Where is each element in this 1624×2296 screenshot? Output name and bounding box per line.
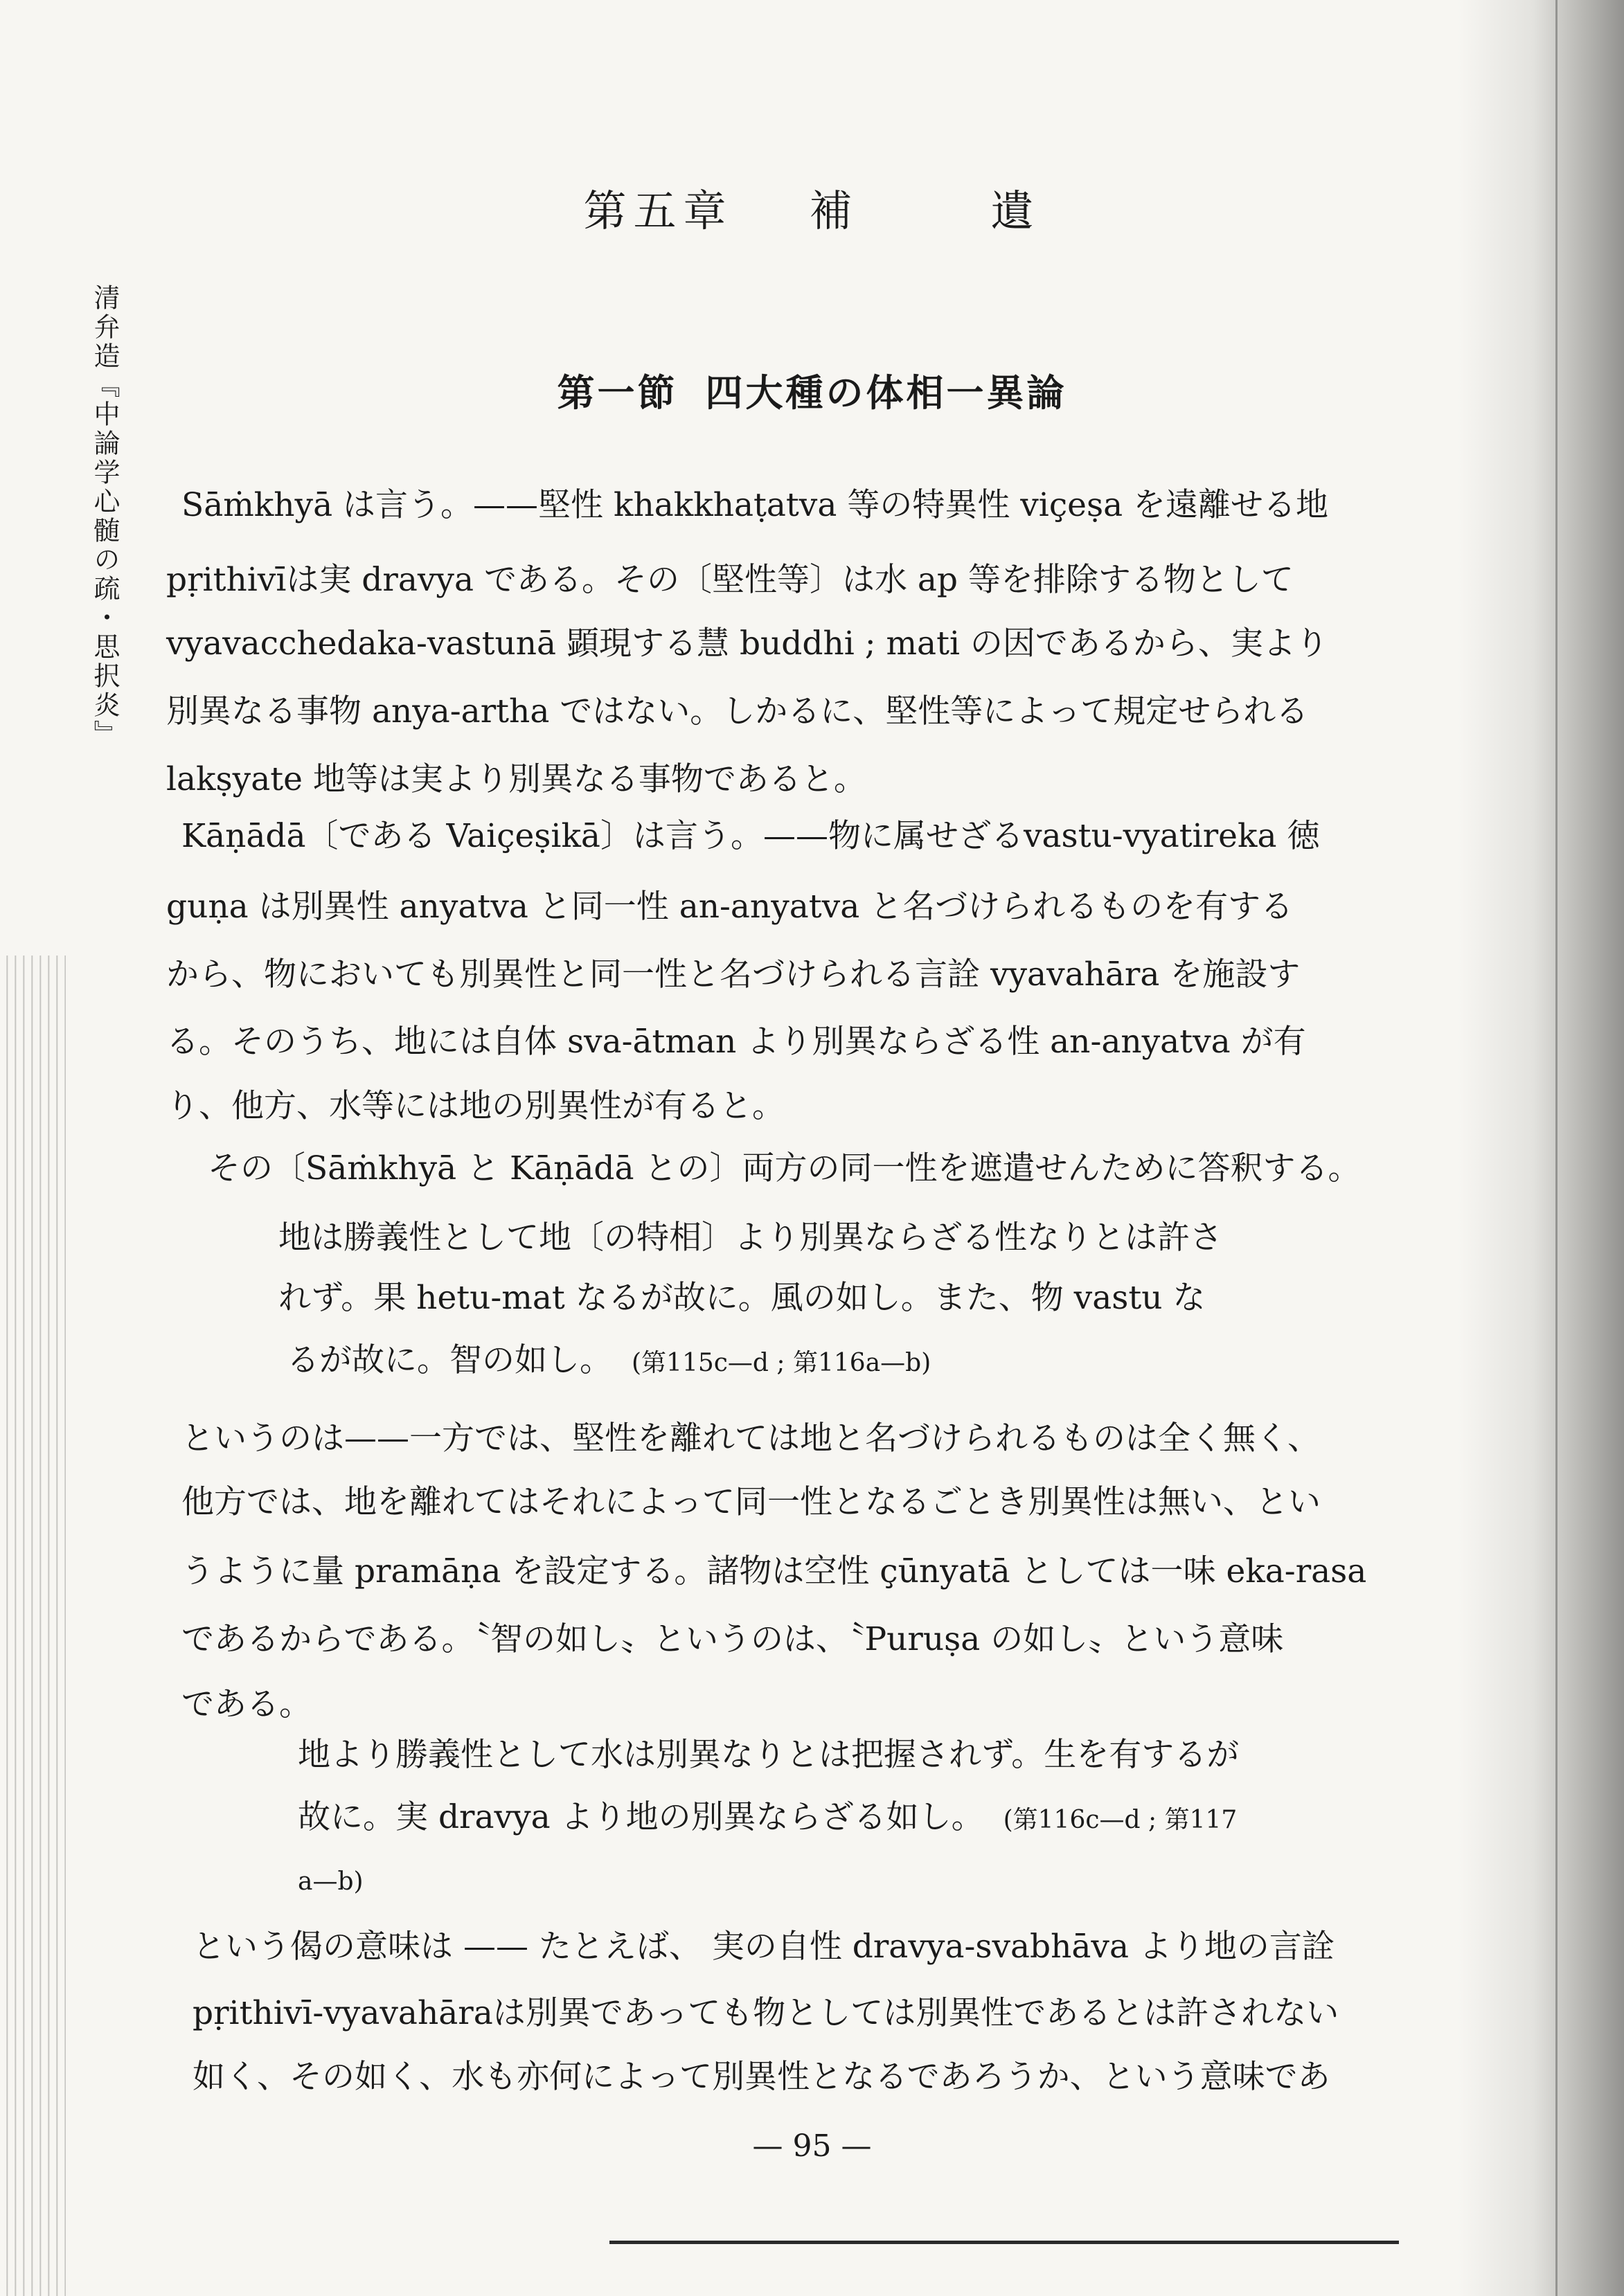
text-line: 別異なる事物 anya-artha ではない。しかるに、堅性等によって規定せられる — [166, 692, 1309, 730]
text-line: から、物においても別異性と同一性と名づけられる言詮 vyavahāra を施設す — [166, 956, 1301, 994]
verse-line: れず。果 hetu-mat なるが故に。風の如し。また、物 vastu な — [278, 1279, 1206, 1317]
text-line: うように量 pramāṇa を設定する。諸物は空性 çūnyatā としては一味 eka-rasa — [181, 1552, 1367, 1590]
page-edge — [1555, 0, 1558, 2296]
verse-line — [298, 1797, 1237, 1841]
text-line: である。 — [181, 1685, 312, 1723]
verse-line — [287, 1340, 931, 1384]
text-line: という偈の意味は —— たとえば、 実の自性 dravya-svabhāva より地の言詮 — [193, 1928, 1335, 1966]
page-number: — 95 — — [752, 2128, 872, 2164]
side-caption: 清弁造『中論学心髄の疏・思択炎』 — [89, 284, 120, 749]
chapter-title-char-2: 遺 — [990, 186, 1041, 236]
verse-reference: a—b) — [298, 1867, 364, 1896]
text-line: Kāṇādā〔である Vaiçeṣikā〕は言う。——物に属せざるvastu-vyatireka 徳 — [181, 817, 1320, 855]
verse-reference: (第115c—d ; 第116a—b) — [632, 1349, 931, 1377]
section-label: 第一節 — [557, 371, 678, 415]
text-line: guṇa は別異性 anyatva と同一性 an-anyatva と名づけられるものを有する — [166, 888, 1294, 926]
text-line: その〔Sāṁkhyā と Kāṇādā との〕両方の同一性を遮遣せんために答釈する。 — [208, 1149, 1361, 1187]
bottom-rule — [609, 2241, 1399, 2244]
text-line: pṛithivī-vyavahāraは別異であっても物としては別異性であるとは許されない — [193, 1994, 1339, 2032]
text-line: であるからである。〝智の如し〟というのは、〝Puruṣa の如し〟という意味 — [181, 1620, 1284, 1658]
text-line: り、他方、水等には地の別異性が有ると。 — [166, 1087, 785, 1125]
verse-line: 地より勝義性として水は別異なりとは把握されず。生を有するが — [298, 1736, 1240, 1774]
verse-text: 故に。実 dravya より地の別異ならざる如し。 — [298, 1798, 984, 1836]
verse-reference: (第116c—d ; 第117 — [1003, 1806, 1238, 1834]
text-line: Sāṁkhyā は言う。——堅性 khakkhaṭatva 等の特異性 viçeṣa を遠離せる地 — [181, 486, 1329, 524]
chapter-title-char-1: 補 — [809, 186, 859, 236]
page-shadow — [1458, 0, 1624, 2296]
binding-shadow — [0, 956, 66, 2296]
verse-line: 地は勝義性として地〔の特相〕より別異ならざる性なりとは許さ — [278, 1219, 1222, 1257]
text-line: pṛithivīは実 dravya である。その〔堅性等〕は水 ap 等を排除する物として — [166, 561, 1294, 599]
chapter-title — [0, 177, 1624, 238]
chapter-label: 第五章 — [583, 186, 733, 236]
section-title — [0, 364, 1624, 417]
text-line: 他方では、地を離れてはそれによって同一性となるごとき別異性は無い、とい — [181, 1483, 1321, 1521]
verse-text: るが故に。智の如し。 — [287, 1341, 612, 1379]
section-heading: 四大種の体相一異論 — [705, 371, 1067, 415]
text-line: る。そのうち、地には自体 sva-ātman より別異ならざる性 an-anyatva が有 — [166, 1023, 1306, 1061]
text-line: lakṣyate 地等は実より別異なる事物であると。 — [166, 760, 866, 798]
text-line: 如く、その如く、水も亦何によって別異性となるであろうか、という意味であ — [193, 2058, 1330, 2096]
text-line: というのは——一方では、堅性を離れては地と名づけられるものは全く無く、 — [181, 1419, 1321, 1458]
text-line: vyavacchedaka-vastunā 顕現する慧 buddhi ; mati の因であるから、実より — [166, 625, 1328, 663]
